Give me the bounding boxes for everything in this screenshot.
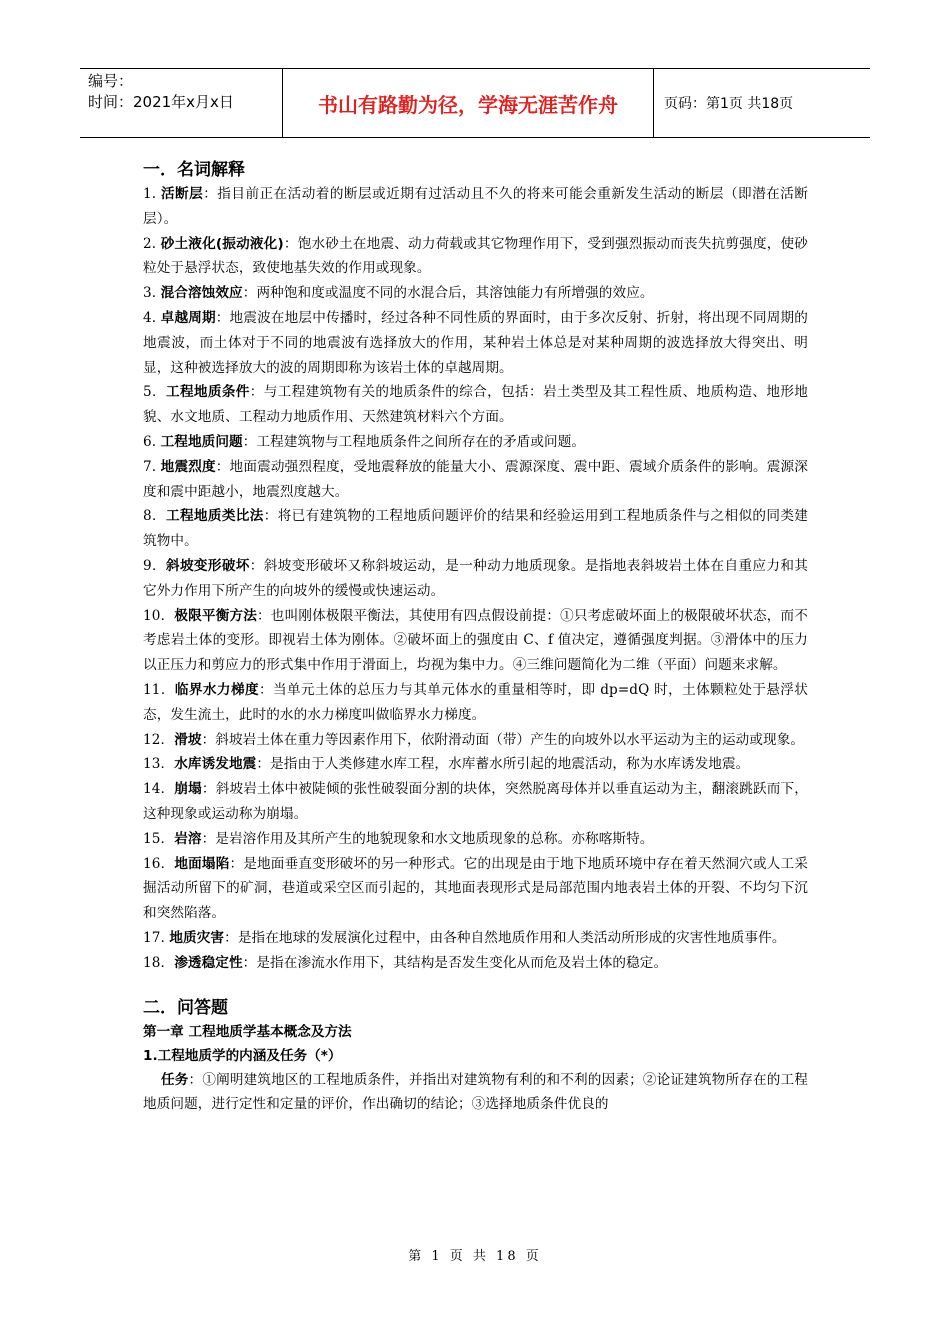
definition-item <box>143 306 808 380</box>
document-body <box>143 158 808 1117</box>
page-footer: 第 1 页 共 18 页 <box>408 1249 542 1264</box>
definition-term: 岩溶 <box>174 830 202 847</box>
definition-text: ：与工程建筑物有关的地质条件的综合，包括：岩土类型及其工程性质、地质构造、地形地貌、水文地质、工程动力地质作用、天然建筑材料六个方面。 <box>143 384 808 426</box>
definition-text: ：也叫刚体极限平衡法，其使用有四点假设前提：①只考虑破坏面上的极限破坏状态，而不考虑岩土体的变形。即视岩土体为刚体。②破坏面上的强度由 C、f 值决定，遵循强度判据。③滑体中的压力以正压力和剪应力的形式集中作用于滑面上，均视为集中力。④三维问题简化为二维（平面）问题来求解。 <box>143 607 808 674</box>
definition-item <box>143 752 808 777</box>
definition-item <box>143 554 808 604</box>
header-meta <box>80 69 282 137</box>
definition-number: 16． <box>143 855 175 872</box>
answer-text: ：①阐明建筑地区的工程地质条件，并指出对建筑物有利的和不利的因素；②论证建筑物所存在的工程地质问题，进行定性和定量的评价，作出确切的结论；③选择地质条件优良的 <box>143 1071 809 1113</box>
definition-text: ：饱水砂土在地震、动力荷载或其它物理作用下，受到强烈振动而丧失抗剪强度，使砂粒处于悬浮状态，致使地基失效的作用或现象。 <box>143 235 809 277</box>
definition-number: 12． <box>143 731 175 748</box>
definition-item <box>143 380 808 430</box>
definition-number: 15． <box>143 830 175 847</box>
doc-date-label: 时间：2021年x月x日 <box>88 93 234 111</box>
definition-number: 13． <box>143 756 175 773</box>
definition-text: ：两种饱和度或温度不同的水混合后，其溶蚀能力有所增强的效应。 <box>242 285 654 302</box>
definition-text: ：是地面垂直变形破坏的另一种形式。它的出现是由于地下地质环境中存在着天然洞穴或人工采掘活动所留下的矿洞，巷道或采空区而引起的，其地面表现形式是局部范围内地表岩土体的开裂、不均匀下沉和突然陷落。 <box>143 855 808 922</box>
definition-number: 9． <box>143 557 166 574</box>
definition-text: ：斜坡岩土体中被陡倾的张性破裂面分割的块体，突然脱离母体并以垂直运动为主，翻滚跳跃而下，这种现象或运动称为崩塌。 <box>143 781 808 822</box>
definition-item <box>143 232 808 282</box>
definition-term: 水库诱发地震 <box>174 756 257 773</box>
definition-number: 18． <box>143 954 175 971</box>
definition-list <box>143 182 808 976</box>
definition-number: 10． <box>143 607 175 624</box>
definition-term: 工程地质条件 <box>165 384 250 401</box>
header-motto: 书山有路勤为径，学海无涯苦作舟 <box>282 69 654 137</box>
answer-paragraph <box>143 1068 808 1118</box>
question-heading: 1.工程地质学的内涵及任务（*） <box>143 1047 342 1064</box>
definition-term: 临界水力梯度 <box>174 681 259 698</box>
definition-text: ：是指在渗流水作用下，其结构是否发生变化从而危及岩土体的稳定。 <box>242 954 668 971</box>
definition-item <box>143 827 808 852</box>
definition-number: 4. <box>143 309 161 326</box>
definition-term: 滑坡 <box>174 731 202 748</box>
definition-item <box>143 604 808 678</box>
definition-number: 11． <box>143 681 175 698</box>
definition-item <box>143 430 808 455</box>
definition-text: ：工程建筑物与工程地质条件之间所存在的矛盾或问题。 <box>242 433 586 450</box>
definition-text: ：当单元土体的总压力与其单元体水的重量相等时，即 dp=dQ 时，土体颗粒处于悬浮状态，发生流土，此时的水的水力梯度叫做临界水力梯度。 <box>143 681 808 723</box>
definition-term: 活断层 <box>160 186 204 202</box>
definition-item <box>143 728 808 753</box>
definition-term: 地质灾害 <box>169 929 225 946</box>
header-page-info: 页码：第1页 共18页 <box>664 96 794 112</box>
definition-number: 5． <box>143 384 166 401</box>
section-title: 二．问答题 <box>143 997 228 1018</box>
doc-number-label: 编号： <box>88 72 134 90</box>
definition-text: ：地震波在地层中传播时，经过各种不同性质的界面时，由于多次反射、折射，将出现不同周期的地震波，而土体对于不同的地震波有选择放大的作用，某种岩土体总是对某种周期的波选择放大得突出、明显，这种被选择放大的波的周期即称为该岩土体的卓越周期。 <box>143 309 809 376</box>
page-header <box>80 68 870 138</box>
definition-number: 6. <box>143 433 161 450</box>
definition-text: ：斜坡变形破坏又称斜坡运动，是一种动力地质现象。是指地表斜坡岩土体在自重应力和其它外力作用下所产生的向坡外的缓慢或快速运动。 <box>143 557 808 599</box>
definition-item <box>143 777 808 827</box>
definition-item <box>143 182 808 232</box>
definition-number: 17. <box>143 929 170 946</box>
answer-term: 任务 <box>161 1071 189 1088</box>
definition-text: ：斜坡岩土体在重力等因素作用下，依附滑动面（带）产生的向坡外以水平运动为主的运动或现象。 <box>201 731 805 748</box>
definition-number: 1. <box>143 186 161 202</box>
definition-number: 14． <box>143 781 175 798</box>
definition-text: ：将已有建筑物的工程地质问题评价的结果和经验运用到工程地质条件与之相似的同类建筑物中。 <box>143 508 808 550</box>
definition-term: 卓越周期 <box>160 309 216 326</box>
chapter-heading: 第一章 工程地质学基本概念及方法 <box>143 1023 352 1040</box>
definition-term: 工程地质问题 <box>160 433 243 450</box>
section-title: 一．名词解释 <box>143 160 245 180</box>
definition-item <box>143 926 808 951</box>
definition-text: ：是指由于人类修建水库工程，水库蓄水所引起的地震活动，称为水库诱发地震。 <box>256 756 750 773</box>
definition-term: 工程地质类比法 <box>165 508 264 525</box>
definition-text: ：地面震动强烈程度，受地震释放的能量大小、震源深度、震中距、震域介质条件的影响。震源深度和震中距越小，地震烈度越大。 <box>143 458 809 500</box>
definition-number: 2. <box>143 235 161 252</box>
definition-term: 混合溶蚀效应 <box>160 285 243 302</box>
definition-item <box>143 678 808 728</box>
definition-item <box>143 852 808 926</box>
definition-term: 极限平衡方法 <box>174 607 258 624</box>
definition-item <box>143 951 808 976</box>
definition-number: 8． <box>143 508 166 525</box>
definition-item <box>143 281 808 306</box>
definition-number: 3. <box>143 285 161 302</box>
definition-term: 地面塌陷 <box>174 855 230 872</box>
definition-item <box>143 455 808 505</box>
definition-item <box>143 504 808 554</box>
definition-term: 斜坡变形破坏 <box>165 557 250 574</box>
definition-term: 渗透稳定性 <box>174 954 243 971</box>
definition-text: ：是岩溶作用及其所产生的地貌现象和水文地质现象的总称。亦称喀斯特。 <box>201 830 654 847</box>
definition-text: ：指目前正在活动着的断层或近期有过活动且不久的将来可能会重新发生活动的断层（即潜在活断层）。 <box>143 186 809 227</box>
definition-number: 7. <box>143 458 161 475</box>
definition-text: ：是指在地球的发展演化过程中，由各种自然地质作用和人类活动所形成的灾害性地质事件。 <box>224 929 786 946</box>
definition-term: 崩塌 <box>174 781 202 798</box>
definition-term: 砂土液化(振动液化) <box>160 235 284 252</box>
definition-term: 地震烈度 <box>160 458 216 475</box>
